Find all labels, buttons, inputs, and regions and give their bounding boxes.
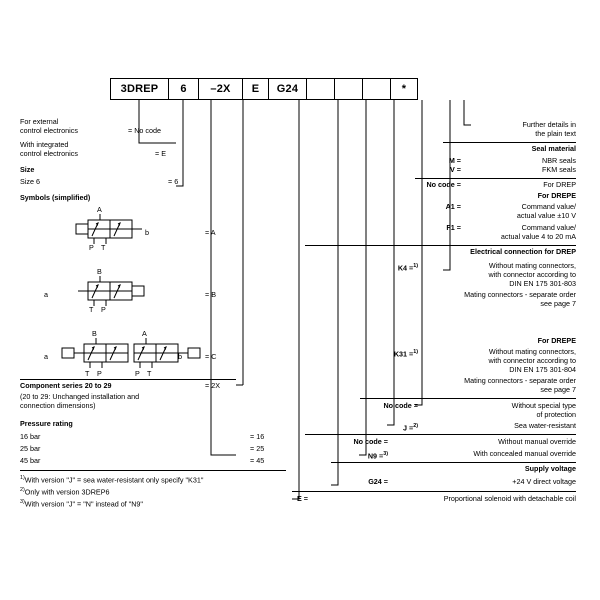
k4-line3: DIN EN 175 301-803 bbox=[509, 279, 576, 288]
j-code-text: J = bbox=[403, 423, 414, 433]
j-code bbox=[330, 422, 418, 433]
n9-code bbox=[300, 450, 388, 461]
divider-protection bbox=[360, 398, 576, 399]
seal-v-text: FKM seals bbox=[542, 165, 576, 174]
k31-code bbox=[330, 348, 418, 359]
a1-line2: actual value ±10 V bbox=[516, 211, 576, 220]
symbol-c-solenoid-b: b bbox=[178, 352, 182, 361]
pressure-rating-title: Pressure rating bbox=[20, 419, 73, 428]
symbols-title: Symbols (simplified) bbox=[20, 193, 91, 202]
pressure-25-code: = 25 bbox=[250, 444, 265, 453]
pressure-16-label: 16 bar bbox=[20, 432, 41, 441]
integrated-electronics-line2: control electronics bbox=[20, 149, 78, 158]
order-code-box-1[interactable]: 3DREP bbox=[110, 78, 168, 100]
k31-code-text: K31 = bbox=[393, 349, 414, 359]
pressure-25-label: 25 bar bbox=[20, 444, 41, 453]
g24-text: +24 V direct voltage bbox=[512, 477, 576, 486]
divider-electrical bbox=[305, 245, 576, 246]
integrated-electronics-code: = E bbox=[155, 149, 166, 158]
f1-line1: Command value/ bbox=[521, 223, 576, 232]
component-series-note2: connection dimensions) bbox=[20, 401, 96, 410]
divider-command bbox=[415, 178, 576, 179]
symbol-b-code: = B bbox=[205, 290, 216, 299]
symbol-c-code: = C bbox=[205, 352, 217, 361]
f1-code: F1 = bbox=[446, 223, 461, 232]
symbol-a-port-T: T bbox=[101, 243, 106, 252]
integrated-electronics-line1: With integrated bbox=[20, 140, 69, 149]
footnote-2 bbox=[20, 486, 109, 497]
symbol-b-port-B: B bbox=[97, 267, 102, 276]
j-marker: 2) bbox=[413, 423, 418, 429]
symbol-c-port-B: B bbox=[92, 329, 97, 338]
divider-solenoid bbox=[292, 491, 576, 492]
symbol-b-port-T: T bbox=[89, 305, 94, 314]
symbol-a-port-A: A bbox=[97, 205, 102, 214]
symbol-c-port-P2: P bbox=[135, 369, 140, 378]
external-electronics-line1: For external bbox=[20, 117, 59, 126]
a1-code: A1 = bbox=[445, 202, 461, 211]
further-details-line1: Further details in bbox=[522, 120, 576, 129]
k31-line5: see page 7 bbox=[540, 385, 576, 394]
pressure-45-code: = 45 bbox=[250, 456, 265, 465]
n9-marker: 3) bbox=[383, 451, 388, 457]
command-nocode-text: For DREP bbox=[543, 180, 576, 189]
e-text: Proportional solenoid with detachable coil bbox=[443, 494, 576, 503]
order-code-box-9[interactable]: * bbox=[390, 78, 418, 100]
n9-code-text: N9 = bbox=[367, 451, 384, 461]
order-code-box-4[interactable]: E bbox=[242, 78, 268, 100]
external-electronics-line2: control electronics bbox=[20, 126, 78, 135]
a1-line1: Command value/ bbox=[521, 202, 576, 211]
drepe-title-2: For DREPE bbox=[537, 336, 576, 345]
symbol-c-port-A: A bbox=[142, 329, 147, 338]
protection-line1: Without special type bbox=[511, 401, 576, 410]
k4-line5: see page 7 bbox=[540, 299, 576, 308]
k4-line1: Without mating connectors, bbox=[488, 261, 576, 270]
manual-nocode: No code = bbox=[353, 437, 388, 446]
protection-line2: of protection bbox=[536, 410, 576, 419]
seal-m-text: NBR seals bbox=[542, 156, 576, 165]
order-code-box-2[interactable]: 6 bbox=[168, 78, 198, 100]
k4-line2: with connector according to bbox=[488, 270, 576, 279]
footnote-3-marker: 3) bbox=[20, 499, 25, 505]
footnote-1-text: With version "J" = sea water-resistant only specify "K31" bbox=[24, 475, 204, 485]
symbol-b-port-P: P bbox=[101, 305, 106, 314]
divider-supply bbox=[331, 462, 576, 463]
supply-voltage-title: Supply voltage bbox=[524, 464, 576, 473]
external-electronics-code: = No code bbox=[128, 126, 161, 135]
k4-line4: Mating connectors - separate order bbox=[464, 290, 576, 299]
size-6-label: Size 6 bbox=[20, 177, 40, 186]
pressure-16-code: = 16 bbox=[250, 432, 265, 441]
symbol-b-solenoid-a: a bbox=[44, 290, 48, 299]
n9-text: With concealed manual override bbox=[473, 449, 576, 458]
divider-series bbox=[20, 379, 236, 380]
footnote-2-text: Only with version 3DREP6 bbox=[24, 487, 110, 497]
further-details-line2: the plain text bbox=[535, 129, 576, 138]
divider-manual bbox=[305, 434, 576, 435]
divider-seal bbox=[443, 142, 576, 143]
symbol-c-port-T2: T bbox=[147, 369, 152, 378]
component-series-code: = 2X bbox=[205, 381, 220, 390]
size-title: Size bbox=[20, 165, 35, 174]
footnote-1 bbox=[20, 474, 203, 485]
seal-v-code: V = bbox=[450, 165, 461, 174]
symbol-c-solenoid-a: a bbox=[44, 352, 48, 361]
pressure-45-label: 45 bar bbox=[20, 456, 41, 465]
e-code: E = bbox=[297, 494, 308, 503]
symbol-a-code: = A bbox=[205, 228, 216, 237]
order-code-box-5[interactable]: G24 bbox=[268, 78, 306, 100]
k4-code bbox=[330, 262, 418, 273]
j-text: Sea water-resistant bbox=[514, 421, 576, 430]
electrical-connection-title: Electrical connection for DREP bbox=[470, 247, 576, 256]
manual-nocode-text: Without manual override bbox=[498, 437, 576, 446]
symbol-c-port-P1: P bbox=[97, 369, 102, 378]
symbol-c-port-T1: T bbox=[85, 369, 90, 378]
symbol-a-graphic bbox=[70, 210, 170, 250]
component-series-note1: (20 to 29: Unchanged installation and bbox=[20, 392, 140, 401]
size-6-code: = 6 bbox=[168, 177, 179, 186]
footnote-3 bbox=[20, 498, 143, 509]
command-nocode: No code = bbox=[426, 180, 461, 189]
seal-material-title: Seal material bbox=[531, 144, 576, 153]
symbol-a-port-P: P bbox=[89, 243, 94, 252]
k31-line4: Mating connectors - separate order bbox=[464, 376, 576, 385]
k31-marker: 1) bbox=[413, 349, 418, 355]
f1-line2: actual value 4 to 20 mA bbox=[500, 232, 576, 241]
k4-code-text: K4 = bbox=[397, 263, 414, 273]
g24-code: G24 = bbox=[368, 477, 388, 486]
k31-line1: Without mating connectors, bbox=[488, 347, 576, 356]
symbol-b-graphic bbox=[60, 272, 170, 312]
footnote-3-text: With version "J" = "N" instead of "N9" bbox=[24, 499, 143, 509]
footnote-1-marker: 1) bbox=[20, 475, 25, 481]
divider-footnotes bbox=[20, 470, 286, 471]
symbol-a-solenoid-b: b bbox=[145, 228, 149, 237]
k31-line3: DIN EN 175 301-804 bbox=[509, 365, 576, 374]
component-series-label: Component series 20 to 29 bbox=[20, 381, 112, 390]
protection-nocode: No code = bbox=[383, 401, 418, 410]
order-code-box-3[interactable]: –2X bbox=[198, 78, 242, 100]
footnote-2-marker: 2) bbox=[20, 487, 25, 493]
drepe-title-1: For DREPE bbox=[537, 191, 576, 200]
k31-line2: with connector according to bbox=[488, 356, 576, 365]
seal-m-code: M = bbox=[448, 156, 461, 165]
k4-marker: 1) bbox=[413, 263, 418, 269]
